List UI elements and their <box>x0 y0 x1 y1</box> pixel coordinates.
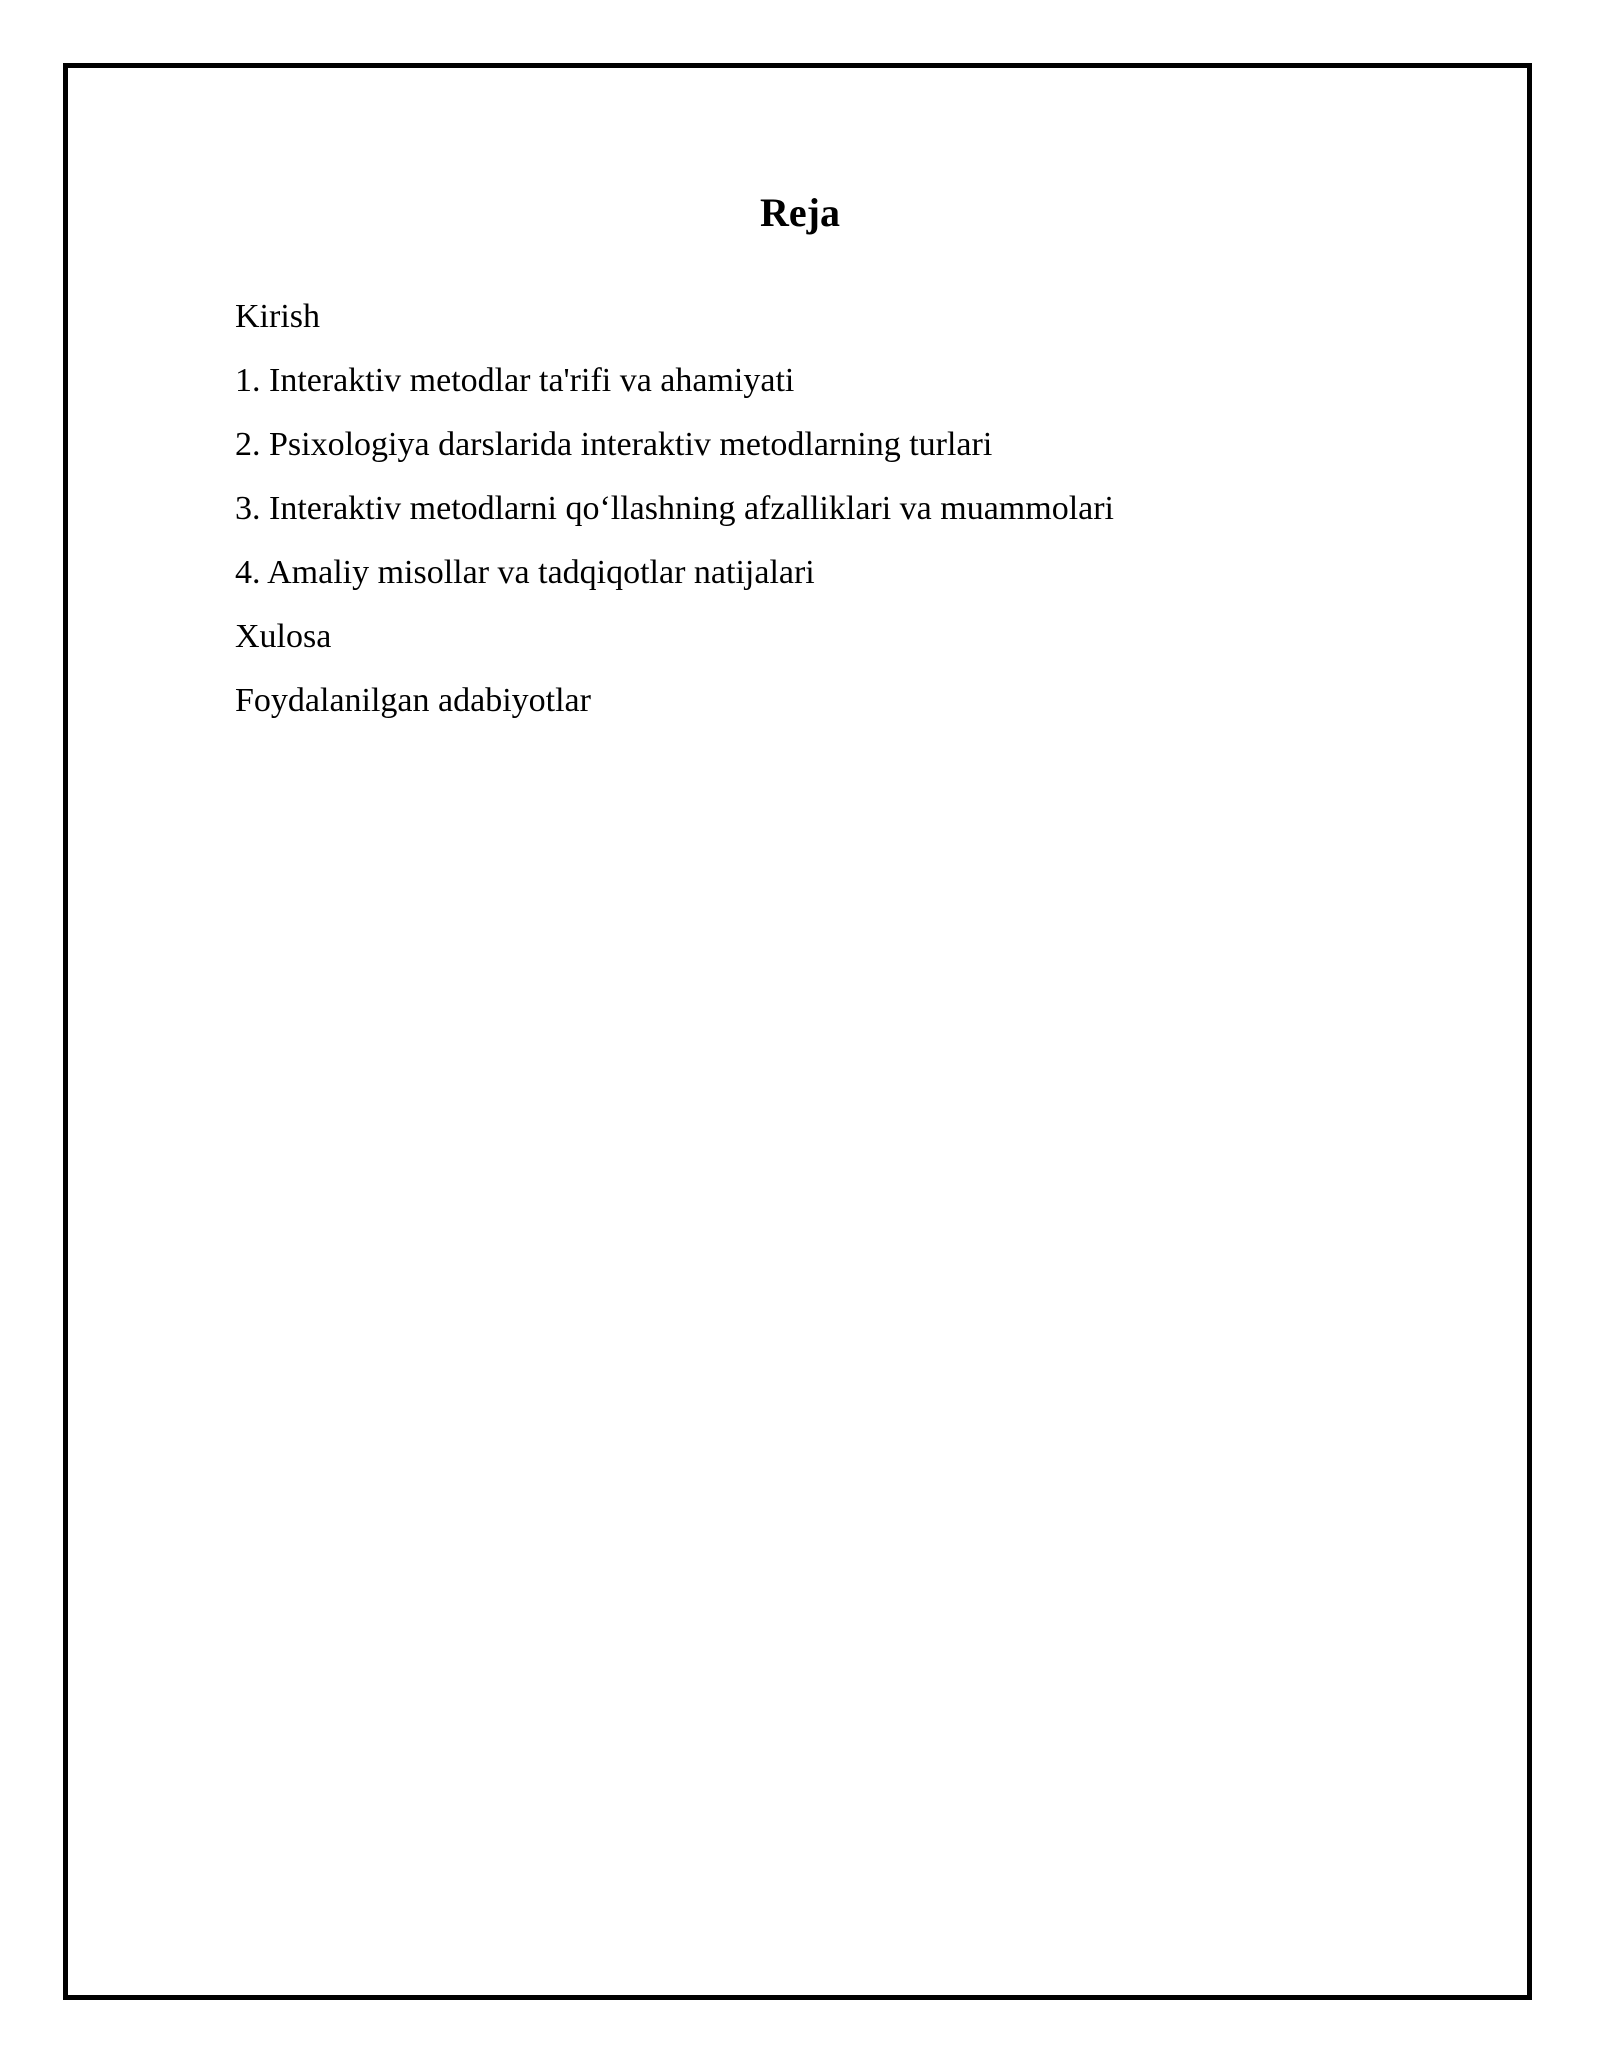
page-title: Reja <box>760 190 840 235</box>
plan-item-3: 3. Interaktiv metodlarni qo‘llashning afzalliklari va muammolari <box>235 490 1115 527</box>
plan-item-references: Foydalanilgan adabiyotlar <box>235 682 591 719</box>
plan-item-introduction: Kirish <box>235 298 320 335</box>
plan-item-2: 2. Psixologiya darslarida interaktiv metodlarning turlari <box>235 426 993 463</box>
plan-item-4: 4. Amaliy misollar va tadqiqotlar natijalari <box>235 554 815 591</box>
plan-item-1: 1. Interaktiv metodlar ta'rifi va ahamiyati <box>235 362 795 399</box>
plan-list <box>235 285 1114 733</box>
plan-item-conclusion: Xulosa <box>235 618 332 655</box>
